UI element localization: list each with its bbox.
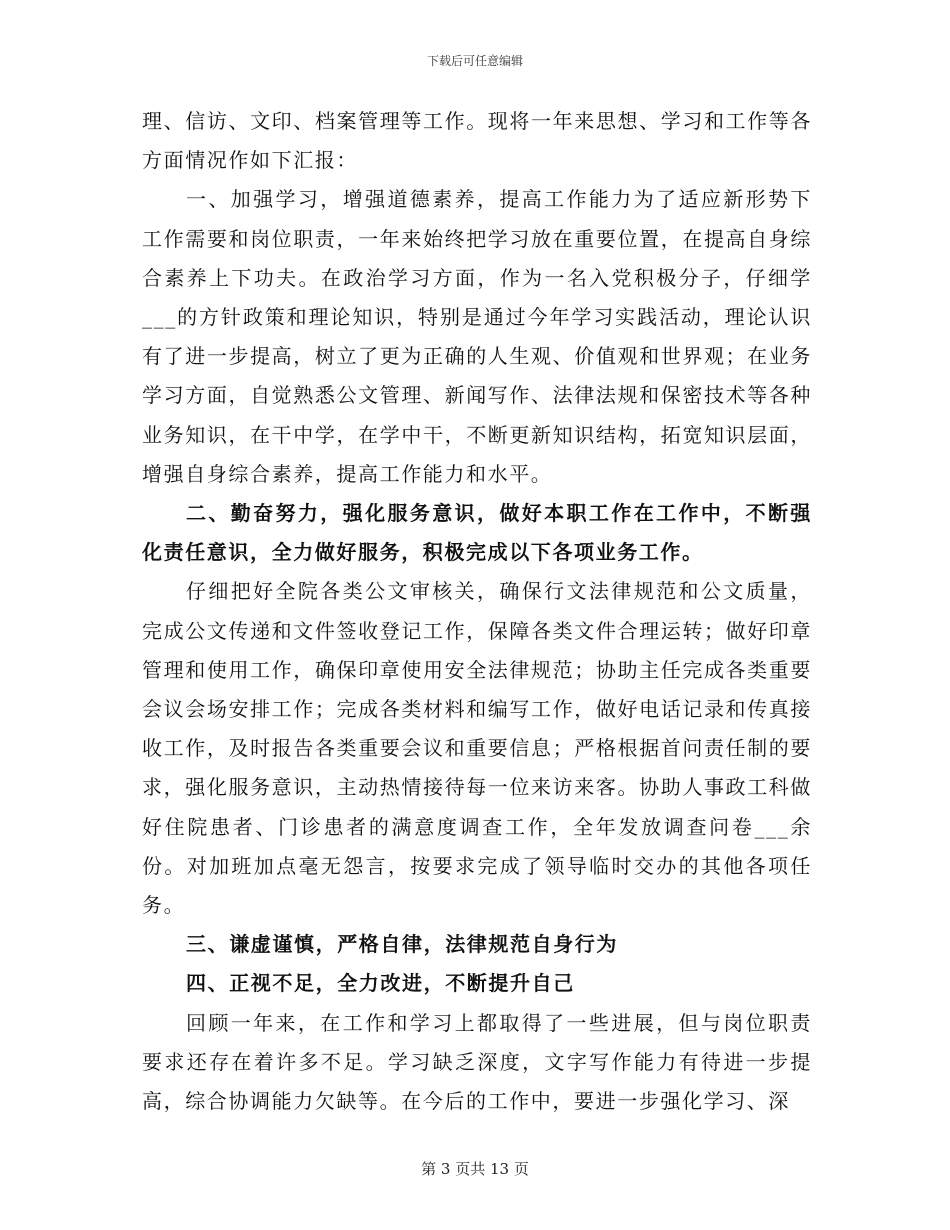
heading-section-3: 三、谦虚谨慎，严格自律，法律规范自身行为: [186, 932, 618, 957]
document-body: [142, 102, 812, 1121]
paragraph-section-2-body: 仔细把好全院各类公文审核关，确保行文法律规范和公文质量，完成公文传递和文件签收登记工作，保障各类文件合理运转；做好印章管理和使用工作，确保印章使用安全法律规范；协助主任完成各类重要会议会场安排工作；完成各类材料和编写工作，做好电话记录和传真接收工作，及时报告各类重要会议和重要信息；严格根据首问责任制的要求，强化服务意识，主动热情接待每一位来访来客。协助人事政工科做好住院患者、门诊患者的满意度调查工作，全年发放调查问卷___余份。对加班加点毫无怨言，按要求完成了领导临时交办的其他各项任务。: [142, 579, 812, 918]
page-number: 第 3 页共 13 页: [421, 1160, 529, 1178]
page-header: 下载后可任意编辑: [426, 54, 523, 68]
paragraph-section-1: 一、加强学习，增强道德素养，提高工作能力为了适应新形势下工作需要和岗位职责，一年来始终把学习放在重要位置，在提高自身综合素养上下功夫。在政治学习方面，作为一名入党积极分子，仔细学___的方针政策和理论知识，特别是通过今年学习实践活动，理论认识有了进一步提高，树立了更为正确的人生观、价值观和世界观；在业务学习方面，自觉熟悉公文管理、新闻写作、法律法规和保密技术等各种业务知识，在干中学，在学中干，不断更新知识结构，拓宽知识层面，增强自身综合素养，提高工作能力和水平。: [142, 187, 812, 486]
paragraph-section-4-body: 回顾一年来，在工作和学习上都取得了一些进展，但与岗位职责要求还存在着许多不足。学习缺乏深度，文字写作能力有待进一步提高，综合协调能力欠缺等。在今后的工作中，要进一步强化学习、深: [142, 1010, 812, 1114]
heading-section-4: 四、正视不足，全力改进，不断提升自己: [186, 971, 575, 996]
paragraph-intro-continuation: 理、信访、文印、档案管理等工作。现将一年来思想、学习和工作等各方面情况作如下汇报：: [142, 109, 812, 173]
heading-section-2: 二、勤奋努力，强化服务意识，做好本职工作在工作中，不断强化责任意识，全力做好服务，积极完成以下各项业务工作。: [142, 501, 812, 565]
